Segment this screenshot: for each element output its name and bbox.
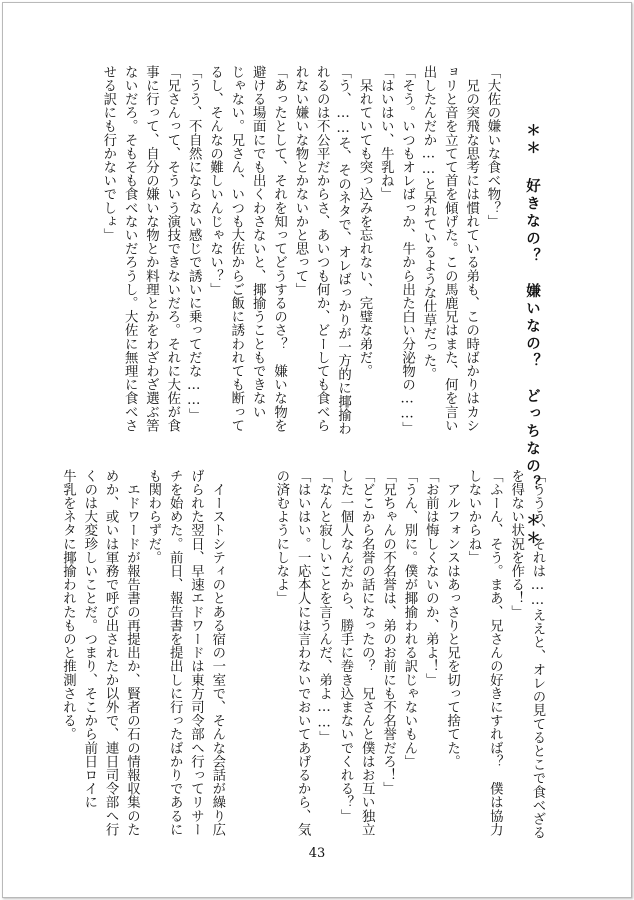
text-line: の済むようにしなよ」	[273, 469, 289, 605]
page-title: ＊＊ 好きなの？ 嫌いなの？ どっちなの？ ＊＊	[524, 123, 541, 548]
text-line: 避ける場面にでも出くわさないと、揶揄うこともできない	[250, 65, 266, 419]
text-line: アルフォンスはあっさりと兄を切って捨てた。	[444, 469, 460, 769]
text-line: じゃない。兄さん、いつも大佐からご飯に誘われても断って	[228, 65, 244, 433]
text-line: 出したんだか……と呆れているような仕草だった。	[420, 65, 436, 381]
text-line	[249, 469, 270, 835]
text-line: 「兄ちゃんの不名誉は、弟のお前にも不名誉だろ！」	[380, 469, 396, 796]
top-text-block	[97, 65, 503, 451]
text-line: チを始めた。前日、報告書を提出しに行ったばかりであるに	[167, 469, 183, 837]
text-line: せる訳にも行かないでしょ」	[100, 65, 116, 242]
text-line: 「うん、別に。僕が揶揄われる訳じゃないもん」	[401, 469, 417, 769]
text-line: 「う、……そ、そのネタで、オレばっかりが一方的に揶揄わ	[335, 65, 351, 436]
text-line: イーストシティのとある宿の一室で、そんな会話が繰り広	[209, 469, 225, 837]
text-line: げられた翌日、早速エドワードは東方司令部へ行ってリサー	[188, 469, 204, 837]
text-column-bottom	[60, 469, 548, 840]
text-line: れるのは不公平だからさ、あいつも何か、どーしても食べら	[314, 65, 330, 433]
text-line: 「はいはい。一応本人には言わないでおいてあげるから、気	[295, 469, 311, 837]
text-line: 兄の突飛な思考には慣れている弟も、この時ばかりはカシ	[463, 65, 479, 433]
text-line	[228, 469, 249, 835]
text-line: 「ううう、それは……ええと、オレの見てるとこで食べざる	[530, 469, 545, 840]
text-line: 呆れていても突っ込みを忘れない、完璧な弟だ。	[356, 65, 372, 378]
text-line: 事に行って、自分の嫌いな物とか料理とかをわざわざ選ぶ筈	[143, 65, 159, 433]
text-line: ョリと音を立てて首を傾げた。この馬鹿兄はまた、何を言い	[442, 65, 458, 433]
text-line: るし、そんなの難しいんじゃない？」	[207, 65, 223, 297]
page-number: 43	[308, 846, 326, 861]
text-line: 「あったとして、それを知ってどうするのさ？ 嫌いな物を	[271, 65, 287, 433]
text-line: した一個人なんだから、勝手に巻き込まないでくれる？」	[337, 469, 353, 823]
text-line: 牛乳をネタに揶揄われたものと推測される。	[60, 469, 76, 741]
text-column-top	[78, 65, 503, 451]
text-line: 「お前は悔しくないのか、弟よ！」	[423, 469, 439, 687]
text-line: 「うう、不自然にならない感じで誘いに乗ってだな……」	[186, 65, 202, 422]
text-line: を得ない状況を作る！」	[508, 469, 524, 619]
text-line: 「兄さんって、そういう演技できないだろ。それに大佐が食	[164, 65, 180, 433]
text-line: ないだろ。そもそも食べないだろうし。大佐に無理に食べさ	[122, 65, 138, 433]
bottom-text-block	[57, 469, 548, 840]
text-line: 「そう。いつもオレばっか、牛から出た白い分泌物の……」	[399, 65, 415, 436]
text-line: 「はいはい、牛乳ね」	[378, 65, 394, 201]
text-line: も関わらずだ。	[145, 469, 161, 565]
text-line: れない嫌いな物とかないかと思って」	[292, 65, 308, 297]
text-line: エドワードが報告書の再提出か、賢者の石の情報収集のた	[124, 469, 140, 837]
text-line: 「なんと寂しいことを言うんだ、弟よ……」	[316, 469, 332, 745]
text-line: めか、或いは軍務で呼び出されたか以外で、連日司令部へ行	[103, 469, 119, 837]
text-line: しないからね」	[465, 469, 481, 565]
text-line: 「ふーん、そう。まあ、兄さんの好きにすれば？ 僕は協力	[487, 469, 503, 837]
text-line: 「どこから名誉の話になったの？ 兄さんと僕はお互い独立	[359, 469, 375, 837]
text-line: 「大佐の嫌いな食べ物？」	[485, 65, 500, 229]
text-line: くのは大変珍しいことだ。つまり、そこから前日ロイに	[81, 469, 97, 809]
page-frame	[2, 2, 632, 898]
